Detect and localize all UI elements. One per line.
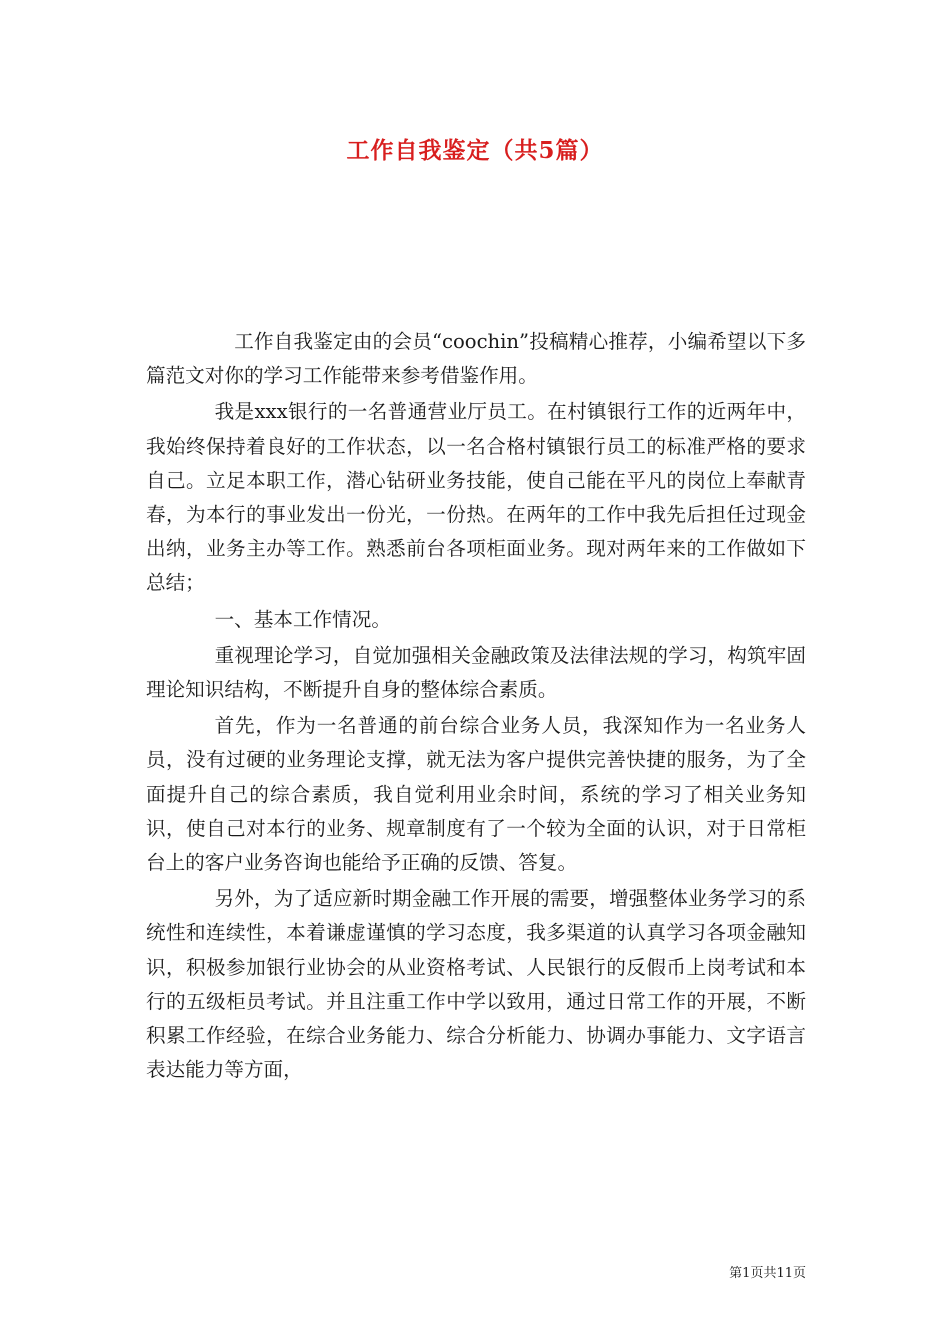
section-heading: 一、基本工作情况。 — [214, 607, 391, 631]
page-number: 第1页共11页 — [729, 1266, 806, 1281]
paragraph: 我是xxx银行的一名普通营业厅员工。在村镇银行工作的近两年中，我始终保持着良好的工作状态，以一名合格村镇银行员工的标准严格的要求自己。立足本职工作，潜心钻研业务技能，使自己能在平凡的岗位上奉献青春，为本行的事业发出一份光，一份热。在两年的工作中我先后担任过现金出纳，业务主办等工作。熟悉前台各项柜面业务。现对两年来的工作做如下总结； — [146, 400, 806, 595]
paragraph: 首先，作为一名普通的前台综合业务人员，我深知作为一名业务人员，没有过硬的业务理论支撑，就无法为客户提供完善快捷的服务，为了全面提升自己的综合素质，我自觉利用业余时间，系统的学习了相关业务知识，使自己对本行的业务、规章制度有了一个较为全面的认识，对于日常柜台上的客户业务咨询也能给予正确的反馈、答复。 — [146, 714, 806, 875]
paragraph: 另外，为了适应新时期金融工作开展的需要，增强整体业务学习的系统性和连续性，本着谦虚谨慎的学习态度，我多渠道的认真学习各项金融知识，积极参加银行业协会的从业资格考试、人民银行的反假币上岗考试和本行的五级柜员考试。并且注重工作中学以致用，通过日常工作的开展，不断积累工作经验，在综合业务能力、综合分析能力、协调办事能力、文字语言表达能力等方面， — [146, 887, 806, 1082]
document-body — [146, 325, 806, 1089]
document-title: 工作自我鉴定（共5篇） — [346, 137, 604, 164]
paragraph: 重视理论学习，自觉加强相关金融政策及法律法规的学习，构筑牢固理论知识结构，不断提升自身的整体综合素质。 — [146, 643, 806, 702]
paragraph-intro: 工作自我鉴定由的会员“coochin”投稿精心推荐，小编希望以下多篇范文对你的学习工作能带来参考借鉴作用。 — [146, 330, 806, 388]
